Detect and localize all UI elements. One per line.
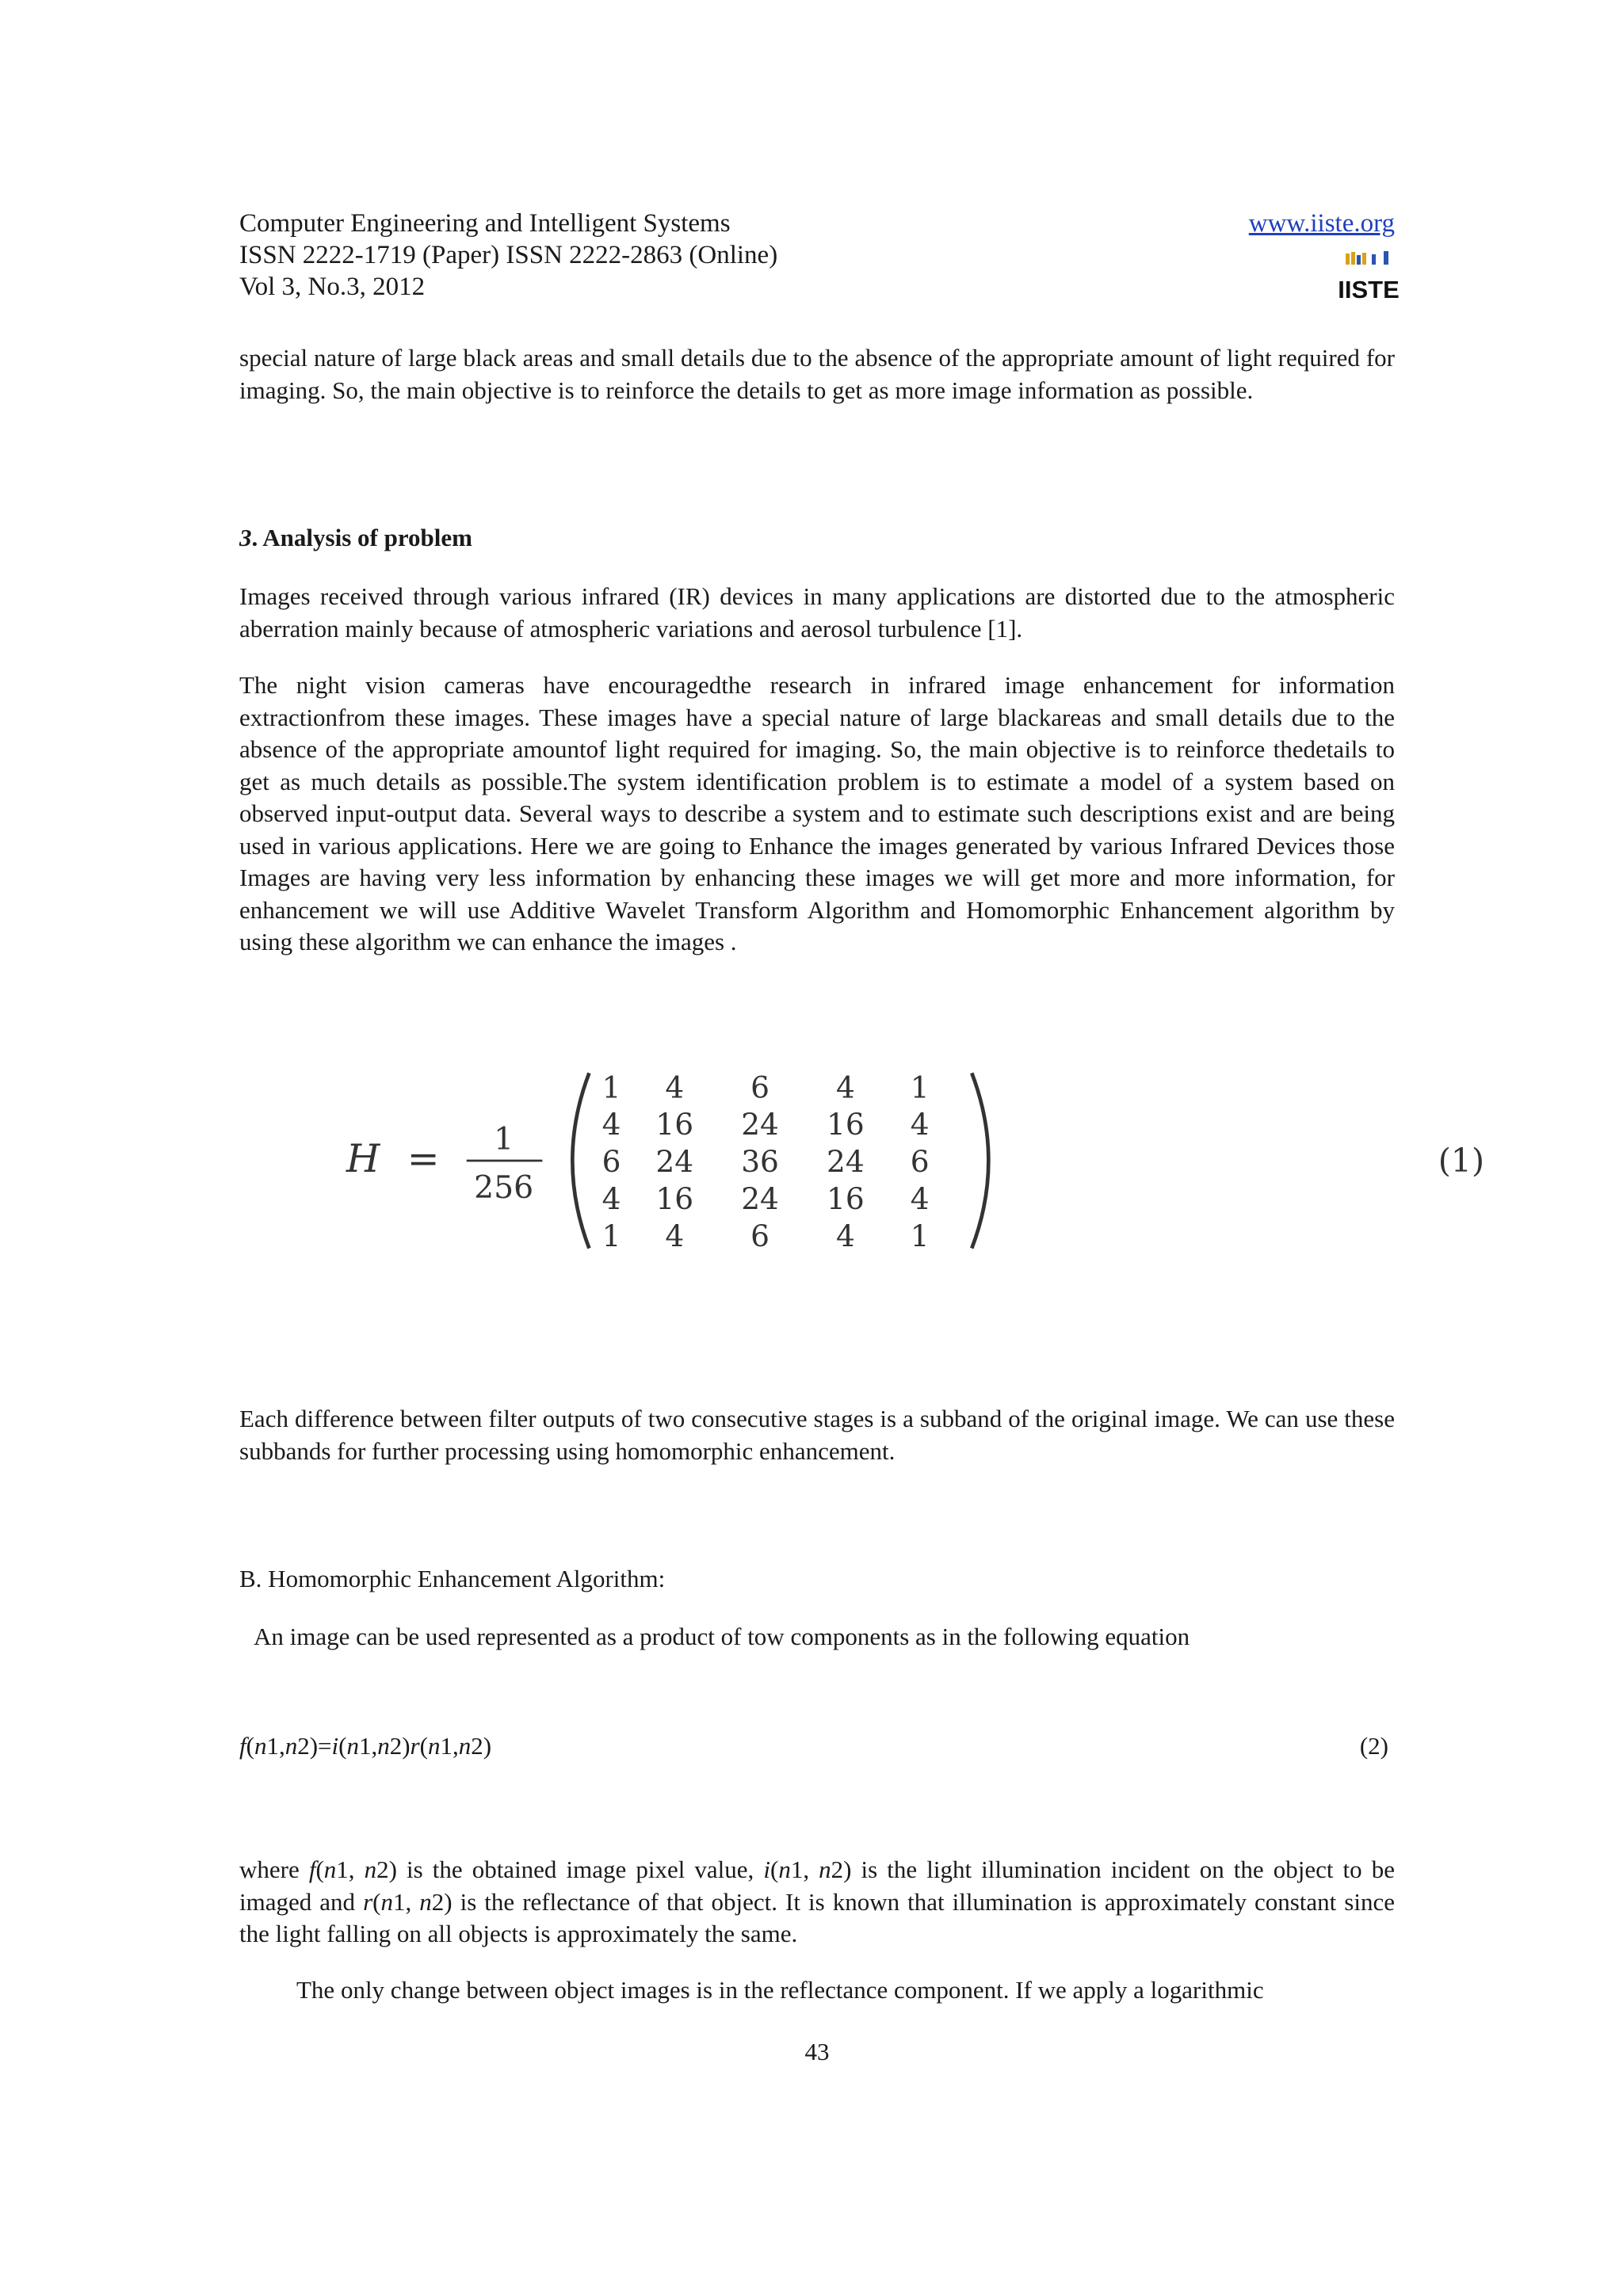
- equation-1-number: (1): [1438, 1142, 1485, 1180]
- equation-2-number: (2): [1359, 1732, 1388, 1760]
- matrix-cell: 1: [601, 1218, 621, 1253]
- matrix-cell: 1: [601, 1070, 621, 1105]
- journal-issn: ISSN 2222-1719 (Paper) ISSN 2222-2863 (Online): [239, 241, 778, 269]
- equation-1-equals: =: [407, 1137, 440, 1182]
- matrix-cell: 4: [910, 1180, 930, 1216]
- paragraph-product-components: An image can be used represented as a product of tow components as in the following equation: [254, 1623, 1190, 1650]
- equation-1-fraction-denominator: 256: [474, 1169, 534, 1206]
- matrix-cell: 6: [750, 1070, 769, 1105]
- paragraph-ir-distortion: Images received through various infrared (IR) devices in many applications are distorted due to the atmospheric aberration mainly because of atmospheric variations and aerosol turbulence [1].: [239, 582, 1395, 643]
- matrix-cell: 4: [835, 1070, 855, 1105]
- intro-paragraph: special nature of large black areas and small details due to the absence of the appropriate amount of light required for imaging. So, the main objective is to reinforce the details to get as more image information as possible.: [239, 344, 1395, 404]
- matrix-cell: 24: [655, 1144, 694, 1180]
- matrix-cell: 1: [910, 1070, 930, 1105]
- matrix-cell: 16: [655, 1107, 694, 1142]
- matrix-cell: 6: [750, 1218, 769, 1253]
- matrix-cell: 4: [835, 1218, 855, 1253]
- paragraph-reflectance: The only change between object images is in the reflectance component. If we apply a logarithmic: [296, 1976, 1264, 2004]
- matrix-cell: 6: [601, 1144, 621, 1180]
- paragraph-night-vision: The night vision cameras have encouragedthe research in infrared image enhancement for information extractionfrom these images. These images have a special nature of large blackareas and small details due to the absence of the appropriate amountof light required for imaging. So, the main objective is to reinforce thedetails to get as much details as possible.The system identification problem is to estimate a model of a system based on observed input-output data. Several ways to describe a system and to estimate such descriptions exist and are being used in various applications. Here we are going to Enhance the images generated by various Infrared Devices those Images are having very less information by enhancing these images we will get more and more information, for enhancement we will use Additive Wavelet Transform Algorithm and Homomorphic Enhancement algorithm by using these algorithm we can enhance the images .: [239, 671, 1395, 955]
- journal-name: Computer Engineering and Intelligent Systems: [239, 209, 731, 238]
- equation-1-matrix: [333, 1050, 1522, 1272]
- matrix-cell: 4: [665, 1218, 685, 1253]
- matrix-cell: 4: [910, 1107, 930, 1142]
- equation-1-lhs: H: [346, 1137, 380, 1182]
- section-3-heading: [239, 524, 472, 552]
- paragraph-definitions: where f(n1, n2) is the obtained image pixel value, i(n1, n2) is the light illumination incident on the object to be imaged and r(n1, n2) is the reflectance of that object. It is known that illumination is approximately constant since the light falling on all objects is approximately the same.: [239, 1855, 1396, 1947]
- subsection-b-title: B. Homomorphic Enhancement Algorithm:: [239, 1565, 666, 1592]
- matrix-cell: 6: [910, 1144, 930, 1180]
- matrix-cell: 24: [741, 1180, 779, 1216]
- journal-website-link[interactable]: www.iiste.org: [1248, 209, 1395, 238]
- matrix-cell: 16: [655, 1180, 694, 1216]
- section-3-title: . Analysis of problem: [251, 524, 472, 551]
- matrix-cell: 24: [741, 1107, 779, 1142]
- page-number: 43: [804, 2038, 830, 2065]
- matrix-cell: 36: [741, 1144, 779, 1180]
- matrix-cell: 24: [827, 1144, 865, 1180]
- section-3-number: 3: [239, 524, 252, 551]
- equation-2: f(n1,n2)=i(n1,n2)r(n1,n2) (2): [239, 1732, 1388, 1760]
- equation-1-fraction-numerator: 1: [494, 1120, 514, 1158]
- matrix-cell: 16: [827, 1180, 865, 1216]
- paragraph-subbands: Each difference between filter outputs of two consecutive stages is a subband of the original image. We can use these subbands for further processing using homomorphic enhancement.: [239, 1405, 1395, 1465]
- matrix-cell: 4: [601, 1107, 621, 1142]
- svg-text:IISTE: IISTE: [1338, 276, 1400, 303]
- iiste-logo: [1338, 250, 1400, 303]
- matrix-cell: 4: [665, 1070, 685, 1105]
- journal-volume: Vol 3, No.3, 2012: [239, 273, 426, 301]
- journal-header: [239, 208, 1400, 303]
- matrix-cell: 1: [910, 1218, 930, 1253]
- matrix-cell: 16: [827, 1107, 865, 1142]
- matrix-cell: 4: [601, 1180, 621, 1216]
